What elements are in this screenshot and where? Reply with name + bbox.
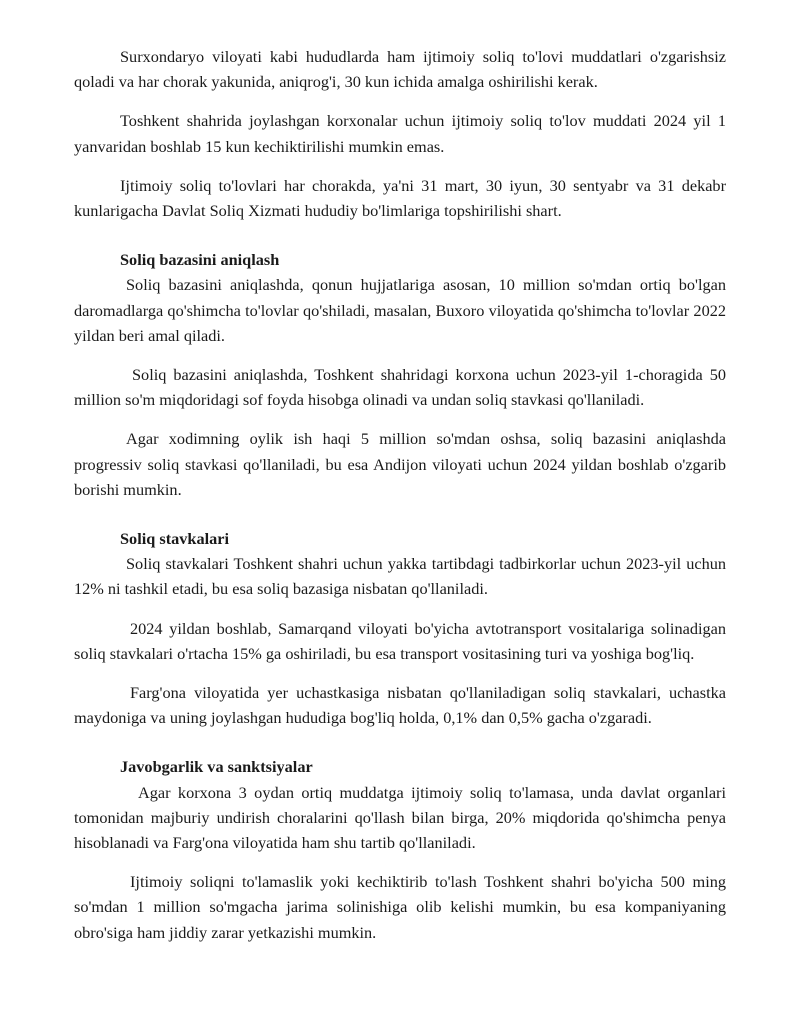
paragraph: Agar xodimning oylik ish haqi 5 million so'mdan oshsa, soliq bazasini aniqlashda progressiv soliq stavkasi qo'llaniladi, bu esa Andijon viloyati uchun 2024 yildan boshlab o'zgarib borishi mumkin. <box>74 429 726 499</box>
paragraph: Surxondaryo viloyati kabi hududlarda ham ijtimoiy soliq to'lovi muddatlari o'zgarishsiz qoladi va har chorak yakunida, aniqrog'i, 30 kun ichida amalga oshirilishi kerak. <box>74 47 726 92</box>
section-spacer <box>74 744 726 754</box>
paragraph: Toshkent shahrida joylashgan korxonalar uchun ijtimoiy soliq to'lov muddati 2024 yil 1 yanvaridan boshlab 15 kun kechiktirilishi mumkin emas. <box>74 111 726 156</box>
section-heading: Soliq bazasini aniqlash <box>120 250 280 270</box>
paragraph: 2024 yildan boshlab, Samarqand viloyati bo'yicha avtotransport vositalariga solinadigan soliq stavkalari o'rtacha 15% ga oshiriladi, bu esa transport vositasining turi va yoshiga bog'liq. <box>74 618 726 663</box>
paragraph: Soliq stavkalari Toshkent shahri uchun yakka tartibdagi tadbirkorlar uchun 2023-yil uchun 12% ni tashkil etadi, bu esa soliq bazasiga nisbatan qo'llaniladi. <box>74 554 726 599</box>
section-soliq-bazasi <box>74 247 726 502</box>
section-spacer <box>74 516 726 526</box>
document-page <box>74 44 726 959</box>
paragraph: Farg'ona viloyatida yer uchastkasiga nisbatan qo'llaniladigan soliq stavkalari, uchastka maydoniga va uning joylashgan hududiga bog'liq holda, 0,1% dan 0,5% gacha o'zgaradi. <box>74 683 726 728</box>
paragraph: Soliq bazasini aniqlashda, Toshkent shahridagi korxona uchun 2023-yil 1-choragida 50 million so'm miqdoridagi sof foyda hisobga olinadi va undan soliq stavkasi qo'llaniladi. <box>74 365 726 410</box>
paragraph: Ijtimoiy soliq to'lovlari har chorakda, ya'ni 31 mart, 30 iyun, 30 sentyabr va 31 dekabr kunlarigacha Davlat Soliq Xizmati hududiy bo'limlariga topshirilishi shart. <box>74 175 726 221</box>
section-soliq-stavkalari <box>74 526 726 730</box>
paragraph: Ijtimoiy soliqni to'lamaslik yoki kechiktirib to'lash Toshkent shahri bo'yicha 500 ming so'mdan 1 million so'mgacha jarima solinishiga olib kelishi mumkin, bu esa kompaniyaning obro'siga ham jiddiy zarar yetkazishi mumkin. <box>74 872 726 942</box>
section-javobgarlik <box>74 754 726 944</box>
section-heading: Soliq stavkalari <box>120 529 230 549</box>
paragraph: Soliq bazasini aniqlashda, qonun hujjatlariga asosan, 10 million so'mdan ortiq bo'lgan daromadlarga qo'shimcha to'lovlar qo'shiladi, masalan, Buxoro viloyatida qo'shimcha to'lovlar 2022 yildan beri amal qiladi. <box>74 275 726 345</box>
paragraph: Agar korxona 3 oydan ortiq muddatga ijtimoiy soliq to'lamasa, unda davlat organlari tomonidan majburiy undirish choralarini qo'llash bilan birga, 20% miqdorida qo'shimcha penya hisoblanadi va Farg'ona viloyatida ham shu tartib qo'llaniladi. <box>74 782 726 853</box>
section-spacer <box>74 237 726 247</box>
section-heading: Javobgarlik va sanktsiyalar <box>120 757 313 777</box>
